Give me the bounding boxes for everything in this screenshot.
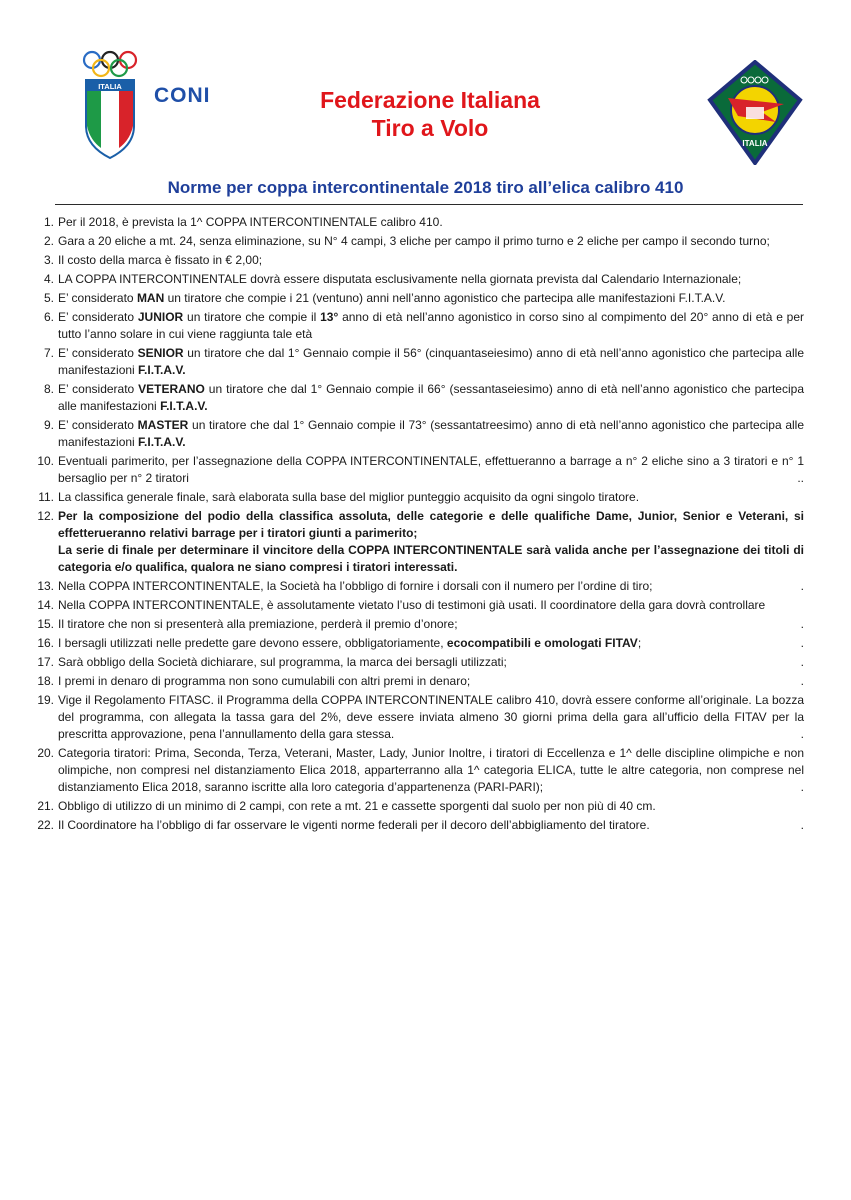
- rule-text-bold: F.I.T.A.V.: [138, 363, 186, 377]
- rule-text: [58, 233, 804, 250]
- rule-text-segment: I premi in denaro di programma non sono cumulabili con altri premi in denaro;: [58, 674, 471, 688]
- rule-text-bold: MASTER: [137, 418, 189, 432]
- rule-text-bold: La serie di finale per determinare il vincitore della COPPA INTERCONTINENTALE sarà valida anche per l’assegnazione dei titoli di categoria e/o qualifica, qualora ne siano compresi i tiratori interessati.: [58, 543, 804, 574]
- rule-text-segment: Il costo della marca è fissato in € 2,00;: [58, 253, 263, 267]
- rule-number: 21.: [37, 799, 54, 813]
- rule-text: [58, 489, 804, 506]
- rule-text-segment: Obbligo di utilizzo di un minimo di 2 campi, con rete a mt. 21 e cassette sporgenti dal suolo per non più di 40 cm.: [58, 799, 656, 813]
- rule-text: [58, 508, 804, 576]
- rule-tail-mark: .: [800, 727, 804, 741]
- rule-text-segment: E’ considerato: [58, 310, 138, 324]
- rule-text: [58, 252, 804, 269]
- rule-number: 19.: [37, 693, 54, 707]
- rule-text: [58, 214, 804, 231]
- rule-text-segment: Eventuali parimerito, per l’assegnazione della COPPA INTERCONTINENTALE, effettueranno a barrage a n° 2 eliche sino a 3 tiratori e n° 1 bersaglio per n° 2 tiratori: [58, 454, 804, 485]
- rule-number: 2.: [43, 234, 54, 248]
- rule-item: [34, 673, 804, 690]
- rule-number: 11.: [38, 490, 54, 504]
- rule-item: [34, 417, 804, 451]
- rule-item: [34, 309, 804, 343]
- coni-label: CONI: [154, 84, 211, 107]
- rule-text-segment: un tiratore che dal 1° Gennaio compie il 73° (sessantatreesimo) anno di età nell’anno agonistico che partecipa alle manifestazioni: [58, 418, 805, 449]
- rule-tail-mark: .: [800, 674, 804, 688]
- rule-text-segment: un tiratore che compie i 21 (ventuno) anni nell’anno agonistico che partecipa alle manifestazioni F.I.T.A.V.: [164, 291, 726, 305]
- rule-text-segment: Categoria tiratori: Prima, Seconda, Terza, Veterani, Master, Lady, Junior Inoltre, i tiratori di Eccellenza e 1^ delle discipline olimpiche e non olimpiche, non compresi nel distanziamento Elica 2018, apparterranno alla 1^ categoria ELICA, tutte le altre categoria, non comprese nel distanziamento Elica 2018, saranno iscritte alla loro categoria d’appartenenza (PARI-PARI);: [58, 746, 804, 794]
- coni-shield-text: ITALIA: [98, 82, 122, 91]
- rule-item: [34, 597, 804, 614]
- rule-text-segment: Gara a 20 eliche a mt. 24, senza eliminazione, su N° 4 campi, 3 eliche per campo il primo turno e 2 eliche per campo il secondo turno;: [58, 234, 770, 248]
- rule-text: [58, 745, 804, 796]
- rule-number: 8.: [43, 382, 54, 396]
- title-divider: [55, 204, 803, 205]
- rule-text-segment: un tiratore che dal 1° Gennaio compie il 56° (cinquantaseiesimo) anno di età nell’anno agonistico che partecipa alle manifestazioni: [58, 346, 804, 377]
- rule-tail-mark: .: [800, 636, 804, 650]
- rule-text-bold: Per la composizione del podio della classifica assoluta, delle categorie e delle qualifiche Dame, Junior, Senior e Veterani, si effetterueranno relativi barrage per i tiratori giunti a parimerito;: [58, 509, 804, 540]
- rule-number: 15.: [37, 617, 54, 631]
- rule-text-segment: ;: [637, 636, 642, 650]
- rule-item: [34, 290, 804, 307]
- rule-item: [34, 798, 804, 815]
- rule-number: 12.: [37, 509, 54, 523]
- rule-item: [34, 692, 804, 743]
- rule-number: 20.: [37, 746, 54, 760]
- rule-tail-mark: .: [800, 617, 804, 631]
- rule-tail-mark: .: [800, 655, 804, 669]
- rule-number: 5.: [43, 291, 54, 305]
- rule-item: [34, 508, 804, 576]
- rule-text-segment: Il tiratore che non si presenterà alla premiazione, perderà il premio d’onore;: [58, 617, 458, 631]
- rule-text-segment: E’ considerato: [58, 291, 137, 305]
- rule-number: 17.: [37, 655, 54, 669]
- rule-text-segment: Nella COPPA INTERCONTINENTALE, è assolutamente vietato l’uso di testimoni già usati. Il coordinatore della gara dovrà controllare: [58, 598, 766, 612]
- rule-number: 1.: [43, 215, 54, 229]
- rule-text-bold: ecocompatibili e omologati FITAV: [446, 636, 638, 650]
- letterhead: [0, 0, 851, 170]
- rule-text-segment: Vige il Regolamento FITASC. il Programma della COPPA INTERCONTINENTALE calibro 410, dovrà essere conforme all’originale. La bozza del programma, con allegata la tassa gara del 2%, deve essere inviata almeno 30 giorni prima della gara all’ufficio della FITAV per la prescritta approvazione, pena l’annullamento della gara stessa.: [58, 693, 804, 741]
- coni-olympic-logo: [80, 48, 150, 160]
- rule-text: [58, 309, 804, 343]
- rule-item: [34, 233, 804, 250]
- rule-text-bold: VETERANO: [138, 382, 205, 396]
- rule-text-segment: La classifica generale finale, sarà elaborata sulla base del miglior punteggio acquisito da ogni singolo tiratore.: [58, 490, 640, 504]
- rule-text: [58, 798, 804, 815]
- rule-text: [58, 578, 804, 595]
- rule-number: 7.: [43, 346, 54, 360]
- rule-number: 3.: [43, 253, 54, 267]
- rule-text-bold: F.I.T.A.V.: [138, 435, 186, 449]
- rule-item: [34, 489, 804, 506]
- rule-tail-mark: .: [800, 780, 804, 794]
- rule-number: 22.: [37, 818, 54, 832]
- rule-number: 9.: [43, 418, 54, 432]
- rule-text: [58, 381, 804, 415]
- rule-text: [58, 453, 804, 487]
- rule-tail-mark: ..: [797, 471, 804, 485]
- rule-item: [34, 214, 804, 231]
- rule-text: [58, 635, 804, 652]
- rule-item: [34, 381, 804, 415]
- rule-text-bold: MAN: [136, 291, 165, 305]
- fitav-logo-text: ITALIA: [742, 139, 768, 148]
- document-title: Norme per coppa intercontinentale 2018 tiro all’elica calibro 410: [167, 178, 684, 197]
- rule-text-bold: SENIOR: [137, 346, 184, 360]
- rule-text-bold: F.I.T.A.V.: [160, 399, 208, 413]
- rule-number: 10.: [37, 454, 54, 468]
- rule-number: 6.: [43, 310, 54, 324]
- rule-text-segment: I bersagli utilizzati nelle predette gare devono essere, obbligatoriamente,: [58, 636, 447, 650]
- rule-item: [34, 635, 804, 652]
- rule-item: [34, 745, 804, 796]
- rule-text-segment: un tiratore che compie il: [183, 310, 321, 324]
- fitav-emblem-logo: [706, 60, 804, 165]
- rule-text: [58, 345, 804, 379]
- rule-text: [58, 597, 804, 614]
- federation-line2: Tiro a Volo: [371, 115, 489, 141]
- rule-number: 14.: [37, 598, 54, 612]
- rule-number: 4.: [43, 272, 54, 286]
- rule-text: [58, 417, 804, 451]
- rule-text-segment: Il Coordinatore ha l’obbligo di far osservare le vigenti norme federali per il decoro dell’abbigliamento del tiratore.: [58, 818, 650, 832]
- rule-item: [34, 817, 804, 834]
- rule-text-segment: un tiratore che dal 1° Gennaio compie il 66° (sessantaseiesimo) anno di età nell’anno agonistico che partecipa alle manifestazioni: [58, 382, 804, 413]
- rule-number: 18.: [37, 674, 54, 688]
- rule-item: [34, 345, 804, 379]
- rule-text-segment: E’ considerato: [58, 418, 138, 432]
- rule-text: [58, 673, 804, 690]
- rule-text-bold: JUNIOR: [137, 310, 184, 324]
- rule-text: [58, 616, 804, 633]
- rule-item: [34, 453, 804, 487]
- rule-text-segment: E’ considerato: [58, 382, 139, 396]
- rule-text-segment: Nella COPPA INTERCONTINENTALE, la Società ha l’obbligo di fornire i dorsali con il numero per l’ordine di tiro;: [58, 579, 653, 593]
- rule-text-bold: 13°: [320, 310, 339, 324]
- rule-number: 16.: [37, 636, 54, 650]
- rule-text-segment: Per il 2018, è prevista la 1^ COPPA INTERCONTINENTALE calibro 410.: [58, 215, 443, 229]
- rule-tail-mark: .: [800, 579, 804, 593]
- federation-name: [250, 86, 610, 142]
- rule-text: [58, 290, 804, 307]
- rule-text-segment: E’ considerato: [58, 346, 138, 360]
- rule-text-segment: anno di età nell’anno agonistico in corso sino al compimento del 20° anno di età e per tutto l’anno solare in cui viene raggiunta tale età: [58, 310, 805, 341]
- rule-text: [58, 271, 804, 288]
- rule-item: [34, 654, 804, 671]
- rule-item: [34, 252, 804, 269]
- rule-item: [34, 616, 804, 633]
- rule-item: [34, 271, 804, 288]
- rule-text: [58, 692, 804, 743]
- rule-text: [58, 817, 804, 834]
- rule-item: [34, 578, 804, 595]
- rule-number: 13.: [37, 579, 54, 593]
- federation-line1: Federazione Italiana: [320, 87, 540, 113]
- rule-text-segment: LA COPPA INTERCONTINENTALE dovrà essere disputata esclusivamente nella giornata prevista dal Calendario Internazionale;: [58, 272, 742, 286]
- rule-text: [58, 654, 804, 671]
- rules-list: [34, 214, 804, 836]
- rule-text-segment: Sarà obbligo della Società dichiarare, sul programma, la marca dei bersagli utilizzati;: [58, 655, 507, 669]
- rule-tail-mark: .: [800, 818, 804, 832]
